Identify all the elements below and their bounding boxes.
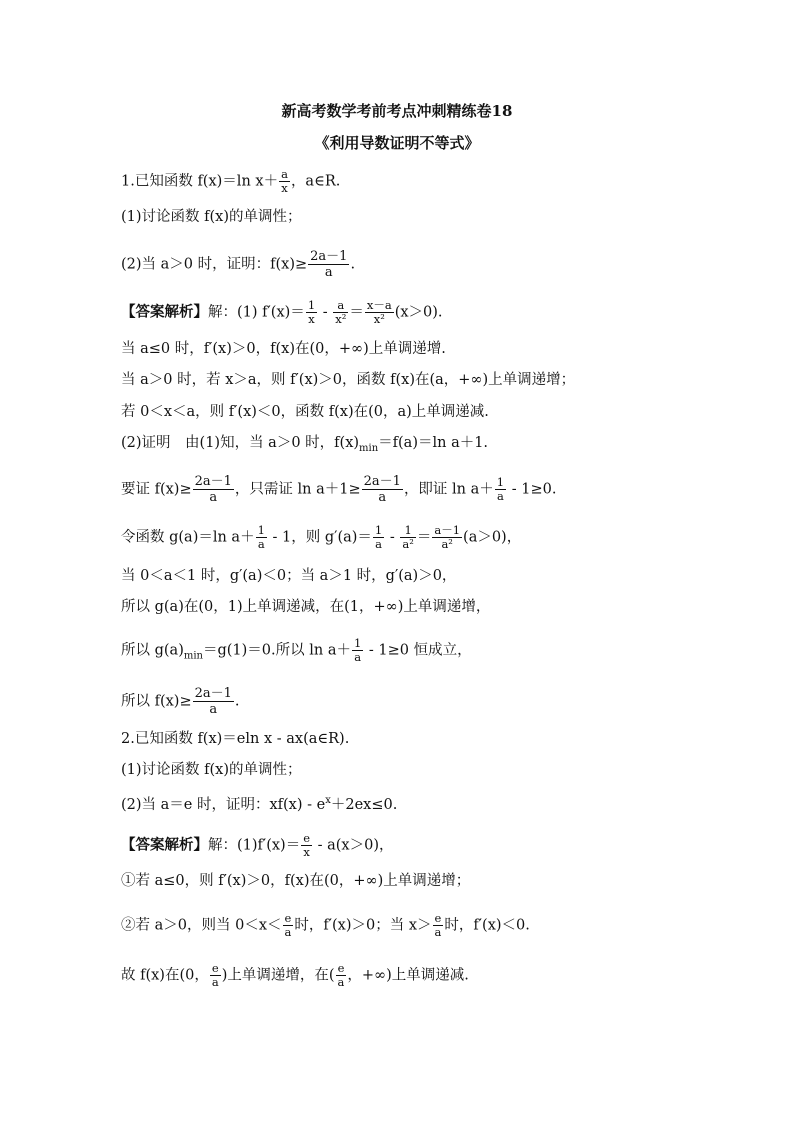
text: 所以 f(x)≥: [121, 693, 192, 710]
subscript: min: [183, 650, 203, 662]
numerator: x－a: [366, 298, 392, 312]
numerator: 2a－1: [363, 474, 401, 489]
text: 解：(1) f′(x)＝: [208, 304, 305, 321]
answer-label: 【答案解析】: [121, 836, 208, 854]
numerator: 2a－1: [194, 474, 232, 489]
fraction: [352, 637, 363, 664]
denominator: a²: [432, 537, 462, 551]
denominator: x²: [365, 312, 394, 326]
denominator: a: [434, 925, 442, 939]
denominator: x: [301, 845, 312, 859]
numerator: a: [281, 167, 288, 181]
fraction: [365, 299, 394, 326]
text: (a＞0)，: [463, 529, 522, 546]
fraction: [400, 524, 415, 551]
problem-1-stem: [121, 168, 340, 195]
problem-1-line-8: 所以 g(a)在(0，1)上单调递减，在(1，+∞)上单调递增，: [121, 599, 491, 615]
problem-1-line-10: [121, 686, 240, 717]
text: ＝: [416, 529, 432, 546]
text: 所以 g(a): [121, 642, 184, 659]
fraction: [193, 686, 234, 717]
text: - 1≥0 恒成立，: [364, 642, 472, 659]
problem-1-line-9: [121, 637, 472, 666]
text: (x＞0).: [394, 304, 443, 321]
problem-1-line-6: [121, 524, 521, 551]
text: ②若 a＞0，则当 0＜x＜: [121, 917, 282, 934]
denominator: a: [495, 489, 506, 503]
fraction: [308, 249, 349, 280]
numerator: 2a－1: [194, 686, 232, 701]
problem-1-question-2: [121, 249, 355, 280]
numerator: 2a－1: [310, 249, 348, 264]
fraction: [333, 299, 348, 326]
numerator: e: [211, 961, 219, 975]
denominator: a²: [402, 537, 414, 551]
denominator: x: [279, 181, 290, 195]
text: -: [385, 529, 400, 546]
text: - 1≥0.: [507, 481, 557, 498]
numerator: 1: [307, 298, 316, 312]
fraction: [433, 912, 444, 939]
problem-1-line-4: [121, 433, 488, 459]
text: - a(x＞0)，: [313, 837, 394, 854]
numerator: 1: [496, 475, 505, 489]
fraction: [283, 912, 294, 939]
denominator: a: [362, 489, 403, 505]
problem-1-question-1: (1)讨论函数 f(x)的单调性；: [121, 209, 302, 225]
text: 1.已知函数 f(x)＝ln x＋: [121, 173, 279, 190]
problem-1-line-3: 若 0＜x＜a，则 f′(x)＜0，函数 f(x)在(0，a)上单调递减.: [121, 404, 489, 420]
text: .: [234, 693, 240, 710]
problem-1-line-5: [121, 474, 556, 505]
text: ，+∞)上单调递减.: [347, 967, 469, 984]
page-title: 新高考数学考前考点冲刺精练卷18: [281, 102, 513, 120]
problem-2-line-2: [121, 912, 530, 939]
numerator: e: [303, 831, 311, 845]
text: - 1，则 g′(a)＝: [267, 529, 372, 546]
fraction: [301, 832, 312, 859]
text: ＝f(a)＝ln a＋1.: [378, 435, 489, 451]
fraction: [306, 299, 317, 326]
page-subtitle: 《利用导数证明不等式》: [314, 134, 480, 152]
numerator: 1: [353, 636, 362, 650]
text: 令函数 g(a)＝ln a＋: [121, 529, 255, 546]
denominator: a: [193, 701, 234, 717]
text: 故 f(x)在(0，: [121, 967, 209, 984]
denominator: x: [306, 312, 317, 326]
numerator: a: [337, 298, 345, 312]
text: ，只需证 ln a＋1≥: [234, 481, 361, 498]
text: .: [350, 256, 356, 273]
fraction: [362, 474, 403, 505]
text: (2)证明 由(1)知，当 a＞0 时，f(x): [121, 435, 360, 451]
denominator: a: [308, 264, 349, 280]
text: 解：(1)f′(x)＝: [208, 837, 301, 854]
answer-label: 【答案解析】: [121, 303, 208, 321]
numerator: a－1: [434, 523, 461, 537]
problem-1-line-7: 当 0＜a＜1 时，g′(a)＜0；当 a＞1 时，g′(a)＞0，: [121, 568, 457, 584]
problem-2-line-3: [121, 962, 469, 989]
text: ＝g(1)＝0.所以 ln a＋: [202, 642, 351, 659]
problem-1-line-2: 当 a＞0 时，若 x＞a，则 f′(x)＞0，函数 f(x)在(a，+∞)上单调递增；: [121, 372, 576, 388]
numerator: e: [284, 911, 292, 925]
text: 时，f′(x)＞0；当 x＞: [294, 917, 432, 934]
fraction: [210, 962, 221, 989]
fraction: [336, 962, 347, 989]
fraction: [495, 476, 506, 503]
problem-2-stem: 2.已知函数 f(x)＝eln x - ax(a∈R).: [121, 731, 350, 747]
text: ，a∈R.: [290, 173, 341, 190]
fraction: [373, 524, 384, 551]
text: 要证 f(x)≥: [121, 481, 192, 498]
denominator: a: [211, 975, 219, 989]
text: (2)当 a＞0 时，证明：f(x)≥: [121, 256, 308, 273]
problem-2-question-2: [121, 791, 397, 815]
denominator: x²: [335, 312, 347, 326]
text: ＝: [349, 304, 364, 321]
numerator: e: [434, 911, 442, 925]
text: (2)当 a＝e 时，证明：xf(x) - e: [121, 796, 326, 813]
denominator: a: [284, 925, 292, 939]
denominator: a: [193, 489, 234, 505]
problem-2-question-1: (1)讨论函数 f(x)的单调性；: [121, 762, 302, 778]
problem-2-line-1: ①若 a≤0，则 f′(x)＞0，f(x)在(0，+∞)上单调递增；: [121, 873, 471, 889]
denominator: a: [256, 537, 267, 551]
denominator: a: [352, 650, 363, 664]
numerator: 1: [404, 523, 412, 537]
text: ，即证 ln a＋: [403, 481, 494, 498]
problem-1-answer-header: [121, 299, 443, 326]
problem-2-answer-header: [121, 832, 394, 859]
numerator: 1: [257, 523, 265, 537]
problem-1-line-1: 当 a≤0 时，f′(x)＞0，f(x)在(0，+∞)上单调递增.: [121, 341, 446, 357]
text: ＋2ex≤0.: [330, 796, 398, 813]
numerator: e: [337, 961, 345, 975]
fraction: [193, 474, 234, 505]
fraction: [279, 168, 290, 195]
text: )上单调递增，在(: [221, 967, 335, 984]
superscript: x: [325, 795, 331, 806]
denominator: a: [337, 975, 345, 989]
fraction: [432, 524, 462, 551]
denominator: a: [373, 537, 384, 551]
subscript: min: [359, 442, 379, 454]
fraction: [256, 524, 267, 551]
text: -: [318, 304, 333, 321]
numerator: 1: [374, 523, 383, 537]
text: 时，f′(x)＜0.: [444, 917, 530, 934]
